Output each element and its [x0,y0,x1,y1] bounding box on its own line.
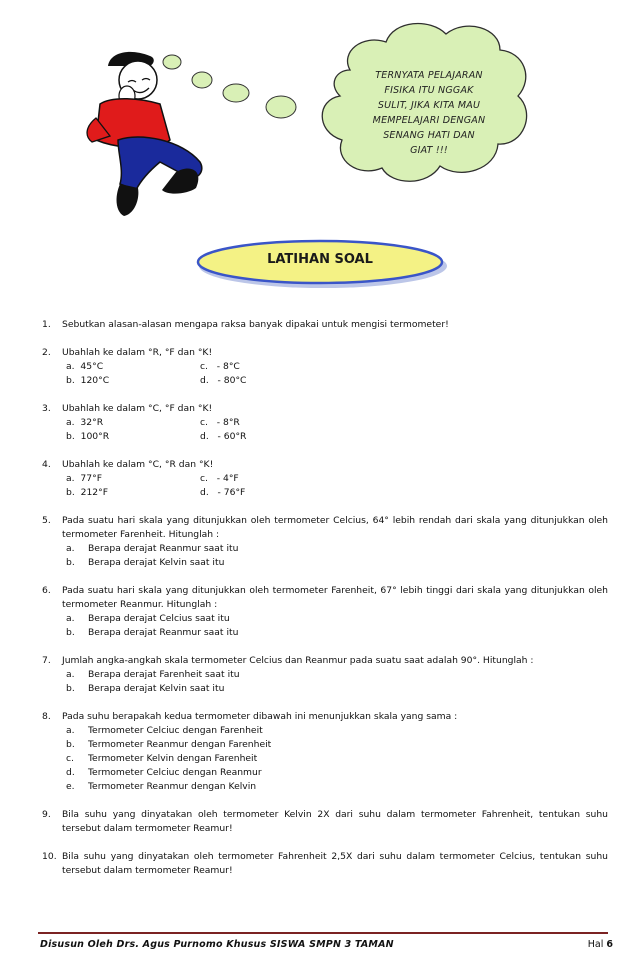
question-1 [42,318,608,332]
question-text: Bila suhu yang dinyatakan oleh termometer Kelvin 2X dari suhu dalam termometer Fahrenheit, tentukan suhu tersebut dalam termometer Reamur! [62,809,608,834]
question-5 [42,514,608,570]
option: a. 32°R [66,417,104,428]
option: c. - 8°C [200,361,240,372]
sub-items [66,612,608,640]
question-number: 4. [42,459,51,470]
cloud-line: SULIT, JIKA KITA MAU [377,100,481,111]
option: a. 77°F [66,473,102,484]
cloud-line: GIAT !!! [410,145,448,156]
question-text: Pada suhu berapakah kedua termometer dibawah ini menunjukkan skala yang sama : [62,711,458,722]
sub-item: c. Termometer Kelvin dengan Farenheit [66,753,258,764]
question-number: 7. [42,655,51,666]
sub-items [66,668,608,696]
question-text: Pada suatu hari skala yang ditunjukkan oleh termometer Celcius, 64° lebih rendah dari skala yang ditunjukkan oleh termometer Farenheit. Hitunglah : [62,515,608,540]
option: c. - 8°R [200,417,240,428]
option: b. 212°F [66,487,109,498]
cloud-line: FISIKA ITU NGGAK [384,85,474,96]
sub-items [66,542,608,570]
question-9 [42,808,608,836]
section-title: LATIHAN SOAL [267,252,373,267]
question-4 [42,458,608,500]
cloud-line: TERNYATA PELAJARAN [375,70,483,81]
question-number: 6. [42,585,51,596]
option: c. - 4°F [200,473,239,484]
question-number: 8. [42,711,51,722]
sub-item: b. Berapa derajat Kelvin saat itu [66,557,225,568]
sub-item: a. Termometer Celciuc dengan Farenheit [66,725,263,736]
option: b. 100°R [66,431,110,442]
footer-divider [38,932,608,934]
question-text: Ubahlah ke dalam °C, °F dan °K! [62,403,213,414]
question-3 [42,402,608,444]
cloud-line: SENANG HATI DAN [383,130,475,141]
option-grid [66,360,608,388]
sub-item: b. Berapa derajat Reanmur saat itu [66,627,239,638]
question-number: 1. [42,319,51,330]
cloud-line: MEMPELAJARI DENGAN [372,115,486,126]
option: d. - 76°F [200,487,246,498]
question-text: Pada suatu hari skala yang ditunjukkan oleh termometer Farenheit, 67° lebih tinggi dari skala yang ditunjukkan oleh termometer Reanmur. Hitunglah : [62,585,608,610]
option: d. - 60°R [200,431,247,442]
sub-items [66,724,608,794]
question-10 [42,850,608,878]
question-number: 9. [42,809,51,820]
question-text: Bila suhu yang dinyatakan oleh termometer Fahrenheit 2,5X dari suhu dalam termometer Celcius, tentukan suhu tersebut dalam termometer Reamur! [62,851,608,876]
question-text: Ubahlah ke dalam °C, °R dan °K! [62,459,214,470]
option: b. 120°C [66,375,110,386]
sub-item: d. Termometer Celciuc dengan Reanmur [66,767,262,778]
question-7 [42,654,608,696]
footer-author: Disusun Oleh Drs. Agus Purnomo Khusus SISWA SMPN 3 TAMAN [40,939,394,950]
question-number: 5. [42,515,51,526]
option: d. - 80°C [200,375,247,386]
sub-item: b. Berapa derajat Kelvin saat itu [66,683,225,694]
question-6 [42,584,608,640]
question-text: Ubahlah ke dalam °R, °F dan °K! [62,347,213,358]
sub-item: a. Berapa derajat Celcius saat itu [66,613,230,624]
thought-bubbles [163,55,296,118]
option-grid [66,416,608,444]
question-number: 10. [42,851,57,862]
thought-cloud-text [350,68,508,158]
sub-item: a. Berapa derajat Farenheit saat itu [66,669,240,680]
option-grid [66,472,608,500]
option: a. 45°C [66,361,104,372]
sub-item: a. Berapa derajat Reanmur saat itu [66,543,239,554]
sub-item: e. Termometer Reanmur dengan Kelvin [66,781,257,792]
sub-item: b. Termometer Reanmur dengan Farenheit [66,739,272,750]
page-number: Hal 6 [587,939,613,950]
question-2 [42,346,608,388]
question-text: Sebutkan alasan-alasan mengapa raksa banyak dipakai untuk mengisi termometer! [62,319,449,330]
question-number: 2. [42,347,51,358]
question-number: 3. [42,403,51,414]
cartoon-boy-illustration [87,52,202,216]
question-8 [42,710,608,794]
question-text: Jumlah angka-angkah skala termometer Celcius dan Reanmur pada suatu saat adalah 90°. Hitunglah : [62,655,534,666]
